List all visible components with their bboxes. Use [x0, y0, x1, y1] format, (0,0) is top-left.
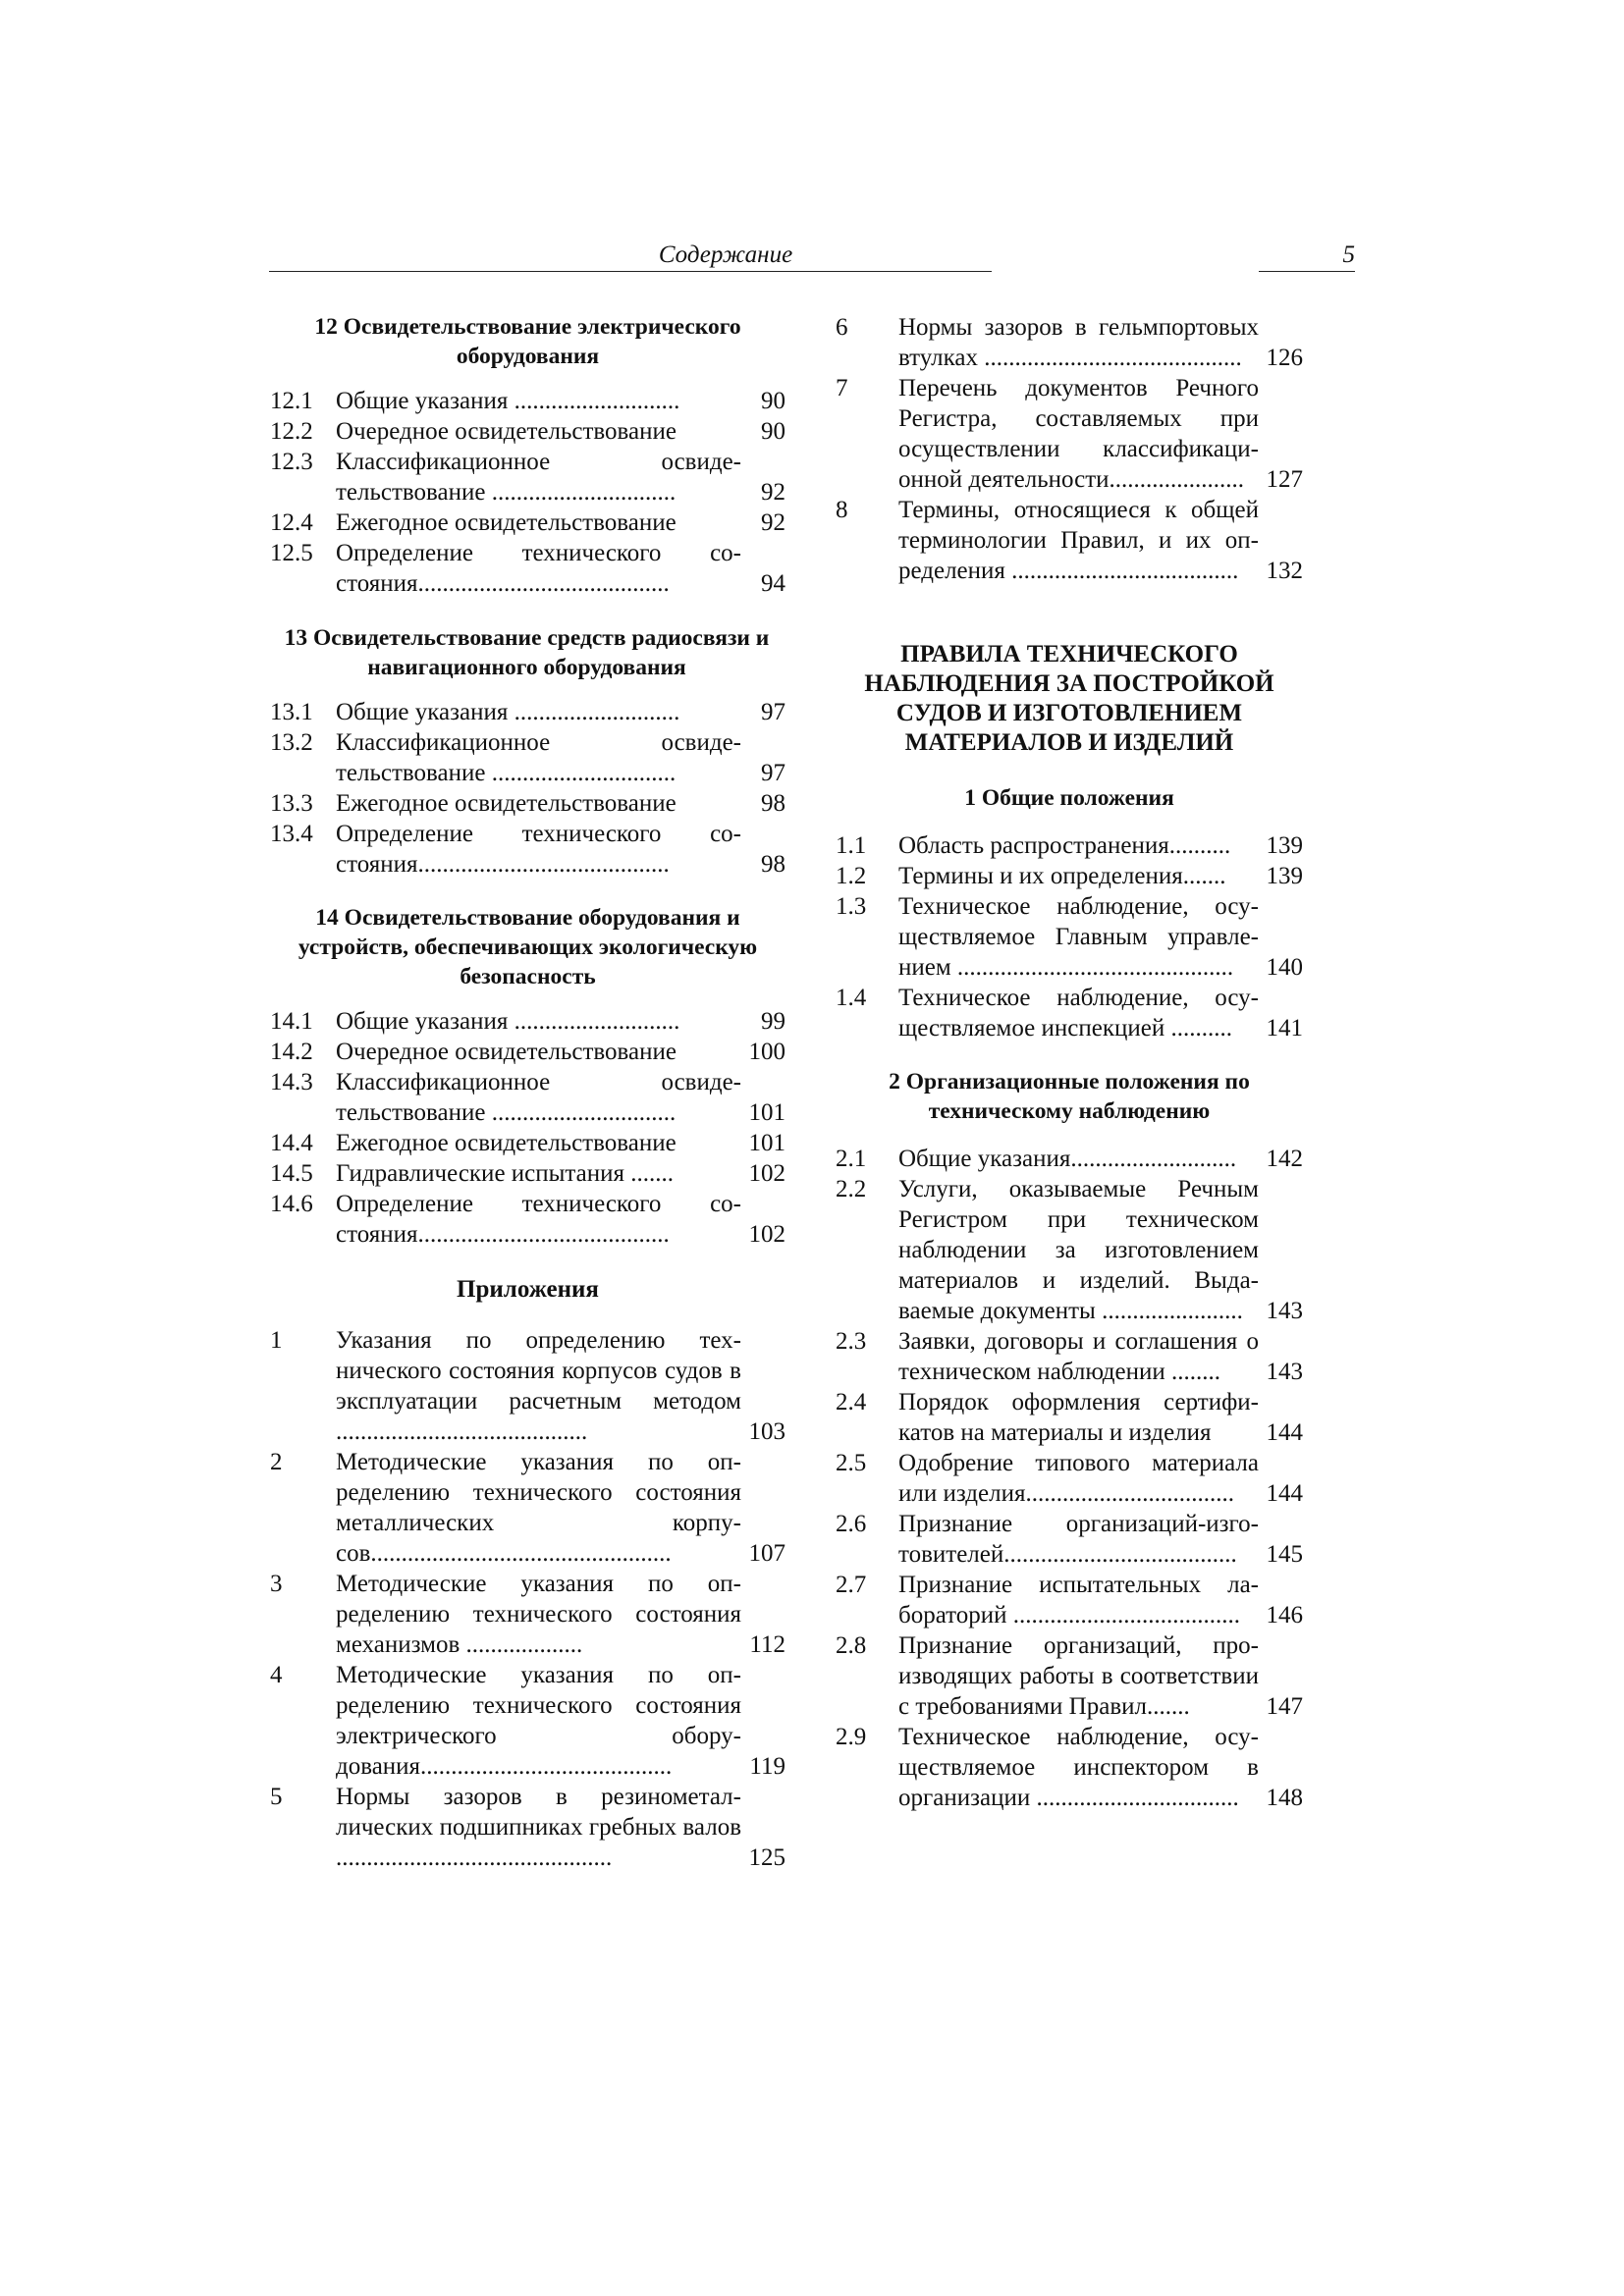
toc-entry[interactable] [836, 1448, 1303, 1509]
entry-number: 2.6 [836, 1511, 867, 1537]
toc-entry[interactable] [836, 1722, 1303, 1813]
entry-title: Заявки, договоры и соглашения о техническом наблюдении ........ [898, 1328, 1259, 1385]
toc-entry[interactable] [836, 983, 1303, 1043]
toc-entry[interactable] [836, 1326, 1303, 1387]
entry-title: Признание организаций, производящих работы в соответствии с требованиями Правил....... [898, 1632, 1259, 1720]
section-heading: 13 Освидетельствование средств радиосвязи и навигационного оборудования [284, 625, 770, 680]
entry-title: Ежегодное освидетельствование [336, 790, 677, 817]
entry-number: 5 [270, 1784, 283, 1810]
entry-page: 146 [1266, 1602, 1303, 1629]
entry-page: 101 [748, 1099, 785, 1126]
entry-number: 14.6 [270, 1191, 313, 1217]
toc-entry[interactable] [270, 507, 785, 538]
entry-title: Порядок оформления сертификатов на материалы и изделия [898, 1389, 1259, 1446]
entry-page: 90 [761, 388, 785, 414]
entry-number: 2.1 [836, 1146, 867, 1172]
entry-title: Определение технического состояния......................................... [336, 1191, 741, 1248]
entry-page: 102 [748, 1160, 785, 1187]
entry-page: 125 [748, 1844, 785, 1871]
entry-page: 141 [1266, 1015, 1303, 1041]
entry-page: 97 [761, 699, 785, 725]
toc-entry[interactable] [270, 819, 785, 880]
section-heading: 2 Организационные положения по техническому наблюдению [889, 1069, 1250, 1124]
page-header [269, 240, 1355, 272]
entry-page: 92 [761, 509, 785, 536]
toc-entry[interactable] [270, 1660, 785, 1782]
entry-number: 13.4 [270, 821, 313, 847]
entry-page: 100 [748, 1039, 785, 1065]
toc-entry[interactable] [836, 1144, 1303, 1174]
header-rule-right [1259, 271, 1355, 272]
entry-number: 14.3 [270, 1069, 313, 1095]
entry-page: 144 [1266, 1419, 1303, 1446]
toc-entry[interactable] [270, 788, 785, 819]
entry-page: 119 [749, 1753, 785, 1780]
entry-title: Услуги, оказываемые Речным Регистром при техническом наблюдении за изготовлением материалов и изделий. Выдаваемые документы ....................... [898, 1176, 1259, 1324]
entry-page: 127 [1266, 466, 1303, 493]
toc-section-2 [836, 1067, 1303, 1813]
toc-left-column [270, 312, 785, 1873]
entry-page: 94 [761, 570, 785, 597]
entry-number: 2 [270, 1449, 283, 1475]
toc-entry[interactable] [270, 1067, 785, 1128]
toc-entry[interactable] [836, 495, 1303, 586]
entry-title: Техническое наблюдение, осуществляемое инспекцией .......... [898, 985, 1259, 1041]
entry-page: 139 [1266, 832, 1303, 859]
entry-title: Перечень документов Речного Регистра, составляемых при осуществлении классификационной деятельности...................... [898, 375, 1259, 493]
toc-entry[interactable] [270, 1569, 785, 1660]
toc-entry[interactable] [836, 373, 1303, 495]
entry-number: 1.1 [836, 832, 867, 859]
toc-appendices-continued [836, 312, 1303, 586]
entry-title: Общие указания........................... [898, 1146, 1237, 1172]
toc-entry[interactable] [836, 1509, 1303, 1570]
toc-entry[interactable] [836, 830, 1303, 861]
toc-entry[interactable] [836, 312, 1303, 373]
toc-entry[interactable] [270, 447, 785, 507]
toc-entry[interactable] [270, 727, 785, 788]
entry-title: Общие указания ........................... [336, 699, 680, 725]
page-number: 5 [1342, 241, 1355, 268]
entry-number: 7 [836, 375, 848, 401]
entry-page: 143 [1266, 1359, 1303, 1385]
entry-title: Общие указания ........................... [336, 1008, 680, 1035]
entry-page: 144 [1266, 1480, 1303, 1507]
toc-entry[interactable] [270, 1128, 785, 1158]
entry-page: 102 [748, 1221, 785, 1248]
appendices-heading: Приложения [457, 1276, 599, 1303]
section-heading: 12 Освидетельствование электрического оборудования [314, 314, 741, 369]
entry-number: 1.2 [836, 863, 867, 889]
entry-number: 13.2 [270, 729, 313, 756]
toc-entry[interactable] [270, 1189, 785, 1250]
entry-number: 1 [270, 1327, 283, 1354]
entry-title: Техническое наблюдение, осуществляемое инспектором в организации ................................. [898, 1724, 1259, 1811]
entry-page: 132 [1266, 558, 1303, 584]
toc-entry[interactable] [270, 1006, 785, 1037]
toc-entry[interactable] [270, 538, 785, 599]
entry-number: 12.5 [270, 540, 313, 566]
toc-entry[interactable] [270, 1158, 785, 1189]
entry-number: 12.3 [270, 449, 313, 475]
toc-entry[interactable] [836, 1387, 1303, 1448]
entry-number: 14.1 [270, 1008, 313, 1035]
toc-entry[interactable] [270, 416, 785, 447]
toc-section-12 [270, 312, 785, 599]
entry-title: Классификационное освидетельствование .............................. [336, 1069, 741, 1126]
toc-entry[interactable] [270, 1037, 785, 1067]
toc-entry[interactable] [836, 861, 1303, 891]
toc-entry[interactable] [270, 1325, 785, 1447]
entry-title: Классификационное освидетельствование .............................. [336, 729, 741, 786]
entry-page: 99 [761, 1008, 785, 1035]
entry-page: 90 [761, 418, 785, 445]
entry-title: Указания по определению технического состояния корпусов судов в эксплуатации расчетным методом ......................................... [336, 1327, 741, 1445]
entry-page: 142 [1266, 1146, 1303, 1172]
entry-number: 2.2 [836, 1176, 867, 1202]
entry-title: Термины, относящиеся к общей терминологии Правил, и их определения ..................................... [898, 497, 1259, 584]
entry-number: 13.3 [270, 790, 313, 817]
entry-title: Нормы зазоров в гельмпортовых втулках .......................................... [898, 314, 1259, 371]
entry-number: 2.4 [836, 1389, 867, 1415]
toc-entry[interactable] [270, 386, 785, 416]
entry-page: 92 [761, 479, 785, 506]
entry-number: 1.3 [836, 893, 867, 920]
entry-page: 101 [748, 1130, 785, 1156]
entry-number: 2.9 [836, 1724, 867, 1750]
entry-title: Определение технического состояния......................................... [336, 821, 741, 878]
entry-page: 139 [1266, 863, 1303, 889]
toc-entry[interactable] [836, 891, 1303, 983]
entry-number: 12.4 [270, 509, 313, 536]
toc-section-14 [270, 903, 785, 1250]
entry-page: 112 [749, 1631, 785, 1658]
entry-page: 148 [1266, 1785, 1303, 1811]
entry-title: Одобрение типового материала или изделия.................................. [898, 1450, 1259, 1507]
entry-page: 103 [748, 1418, 785, 1445]
entry-page: 143 [1266, 1298, 1303, 1324]
entry-title: Термины и их определения....... [898, 863, 1226, 889]
entry-title: Классификационное освидетельствование .............................. [336, 449, 741, 506]
entry-page: 98 [761, 851, 785, 878]
entry-number: 14.4 [270, 1130, 313, 1156]
entry-number: 14.2 [270, 1039, 313, 1065]
entry-title: Гидравлические испытания ....... [336, 1160, 675, 1187]
entry-number: 8 [836, 497, 848, 523]
entry-title: Методические указания по определению технического состояния механизмов ................... [336, 1571, 741, 1658]
entry-title: Нормы зазоров в резинометаллических подшипниках гребных валов ............................................. [336, 1784, 741, 1871]
header-rule [269, 271, 992, 272]
entry-title: Методические указания по определению технического состояния металлических корпусов................................................. [336, 1449, 741, 1567]
toc-section-1 [836, 783, 1303, 1043]
entry-title: Очередное освидетельствование [336, 1039, 677, 1065]
entry-title: Определение технического состояния......................................... [336, 540, 741, 597]
entry-page: 97 [761, 760, 785, 786]
entry-page: 145 [1266, 1541, 1303, 1568]
entry-number: 14.5 [270, 1160, 313, 1187]
toc-entry[interactable] [270, 1447, 785, 1569]
entry-title: Очередное освидетельствование [336, 418, 677, 445]
entry-title: Общие указания ........................... [336, 388, 680, 414]
entry-title: Признание организаций-изготовителей...................................... [898, 1511, 1259, 1568]
entry-page: 98 [761, 790, 785, 817]
entry-number: 12.2 [270, 418, 313, 445]
entry-title: Ежегодное освидетельствование [336, 1130, 677, 1156]
entry-page: 140 [1266, 954, 1303, 981]
entry-number: 3 [270, 1571, 283, 1597]
entry-number: 13.1 [270, 699, 313, 725]
entry-page: 107 [748, 1540, 785, 1567]
toc-section-13 [270, 623, 785, 880]
toc-entry[interactable] [836, 1174, 1303, 1326]
toc-appendices [270, 1274, 785, 1873]
entry-number: 2.5 [836, 1450, 867, 1476]
toc-entry[interactable] [270, 697, 785, 727]
entry-number: 2.8 [836, 1632, 867, 1659]
entry-number: 1.4 [836, 985, 867, 1011]
entry-number: 4 [270, 1662, 283, 1688]
entry-page: 147 [1266, 1693, 1303, 1720]
toc-right-column [836, 312, 1303, 1813]
entry-title: Область распространения.......... [898, 832, 1231, 859]
toc-entry[interactable] [836, 1630, 1303, 1722]
entry-title: Методические указания по определению технического состояния электрического оборудования......................................... [336, 1662, 741, 1780]
entry-title: Признание испытательных лабораторий ..................................... [898, 1572, 1259, 1629]
section-heading: 1 Общие положения [964, 785, 1174, 811]
entry-number: 12.1 [270, 388, 313, 414]
entry-number: 6 [836, 314, 848, 341]
entry-page: 126 [1266, 345, 1303, 371]
toc-entry[interactable] [836, 1570, 1303, 1630]
rules-title: ПРАВИЛА ТЕХНИЧЕСКОГО НАБЛЮДЕНИЯ ЗА ПОСТРОЙКОЙ СУДОВ И ИЗГОТОВЛЕНИЕМ МАТЕРИАЛОВ И ИЗДЕЛИЙ [864, 641, 1274, 756]
running-title: Содержание [658, 241, 793, 268]
entry-title: Техническое наблюдение, осуществляемое Главным управлением ............................................. [898, 893, 1259, 981]
toc-entry[interactable] [270, 1782, 785, 1873]
section-heading: 14 Освидетельствование оборудования и устройств, обеспечивающих экологическую безопасность [298, 905, 758, 989]
entry-title: Ежегодное освидетельствование [336, 509, 677, 536]
entry-number: 2.3 [836, 1328, 867, 1355]
entry-number: 2.7 [836, 1572, 867, 1598]
